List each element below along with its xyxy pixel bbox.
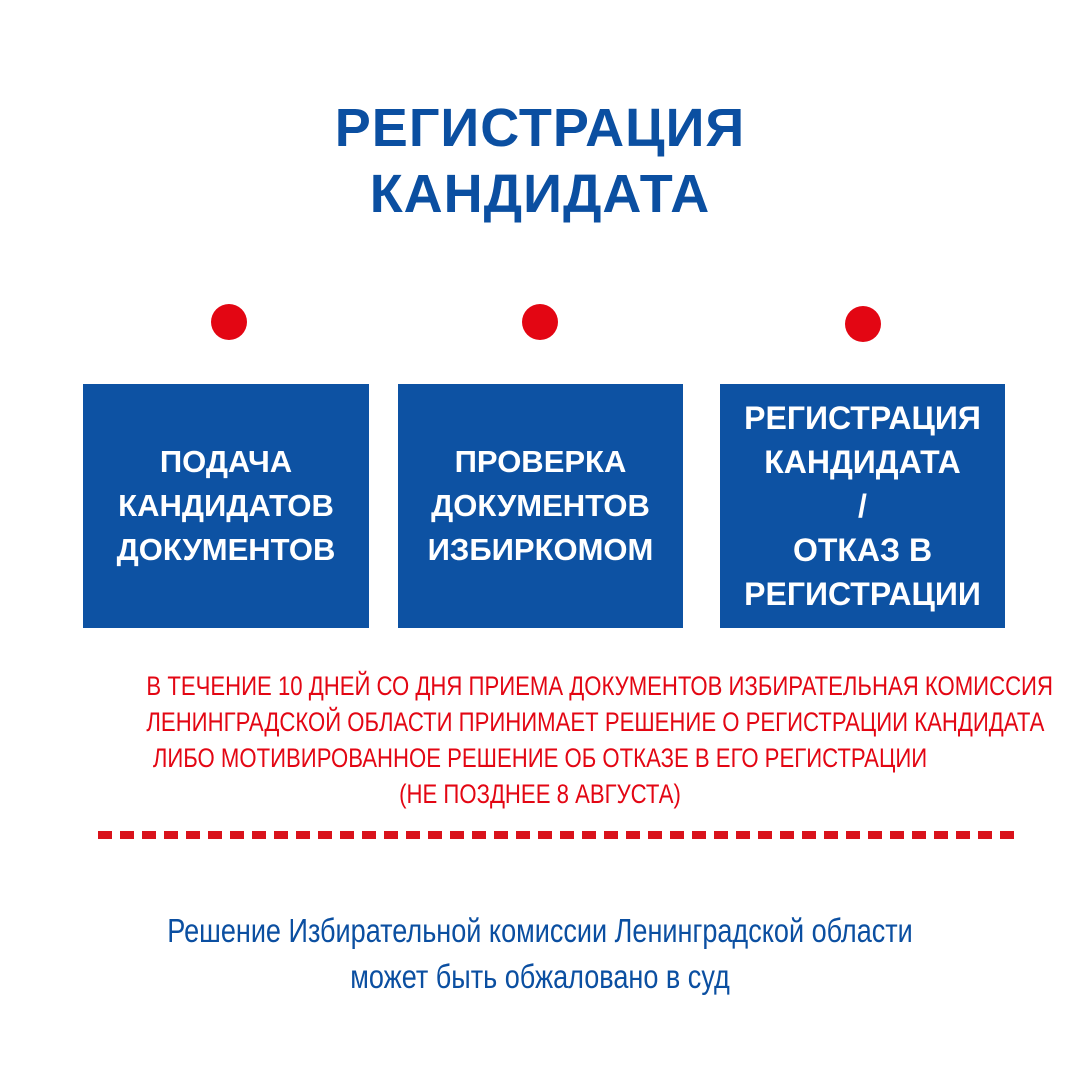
deadline-notice: [146, 668, 1053, 812]
page-title: [0, 95, 1080, 227]
step-box-verification: [398, 384, 683, 628]
page-title-line-2: КАНДИДАТА: [369, 164, 711, 224]
dashed-divider: [98, 831, 1022, 839]
step-box-submission: [83, 384, 369, 628]
step-2-marker-dot: [522, 304, 558, 340]
step-box-line: КАНДИДАТА: [764, 444, 961, 480]
notice-line: ЛЕНИНГРАДСКОЙ ОБЛАСТИ ПРИНИМАЕТ РЕШЕНИЕ О РЕГИСТРАЦИИ КАНДИДАТА: [146, 707, 1045, 737]
step-box-line: ДОКУМЕНТОВ: [116, 532, 336, 567]
step-1-marker-dot: [211, 304, 247, 340]
notice-line: В ТЕЧЕНИЕ 10 ДНЕЙ СО ДНЯ ПРИЕМА ДОКУМЕНТОВ ИЗБИРАТЕЛЬНАЯ КОМИССИЯ: [146, 671, 1053, 701]
step-box-line: ИЗБИРКОМОМ: [427, 532, 654, 567]
notice-line: ЛИБО МОТИВИРОВАННОЕ РЕШЕНИЕ ОБ ОТКАЗЕ В ЕГО РЕГИСТРАЦИИ: [152, 743, 928, 773]
page-title-line-1: РЕГИСТРАЦИЯ: [334, 98, 746, 158]
appeal-note: [130, 908, 950, 1000]
step-box-line: РЕГИСТРАЦИЯ: [744, 400, 981, 436]
notice-line: (НЕ ПОЗДНЕЕ 8 АВГУСТА): [399, 779, 681, 809]
step-box-line: ОТКАЗ В: [792, 532, 933, 568]
step-box-line: КАНДИДАТОВ: [118, 488, 334, 523]
step-box-line: РЕГИСТРАЦИИ: [744, 576, 981, 612]
step-box-line: /: [858, 488, 867, 524]
appeal-line: может быть обжаловано в суд: [350, 958, 730, 995]
step-box-line: ДОКУМЕНТОВ: [431, 488, 650, 523]
step-box-line: ПРОВЕРКА: [454, 444, 627, 479]
step-3-marker-dot: [845, 306, 881, 342]
appeal-line: Решение Избирательной комиссии Ленинградской области: [167, 912, 913, 949]
step-box-line: ПОДАЧА: [159, 444, 293, 479]
step-box-registration-or-refusal: [720, 384, 1005, 628]
